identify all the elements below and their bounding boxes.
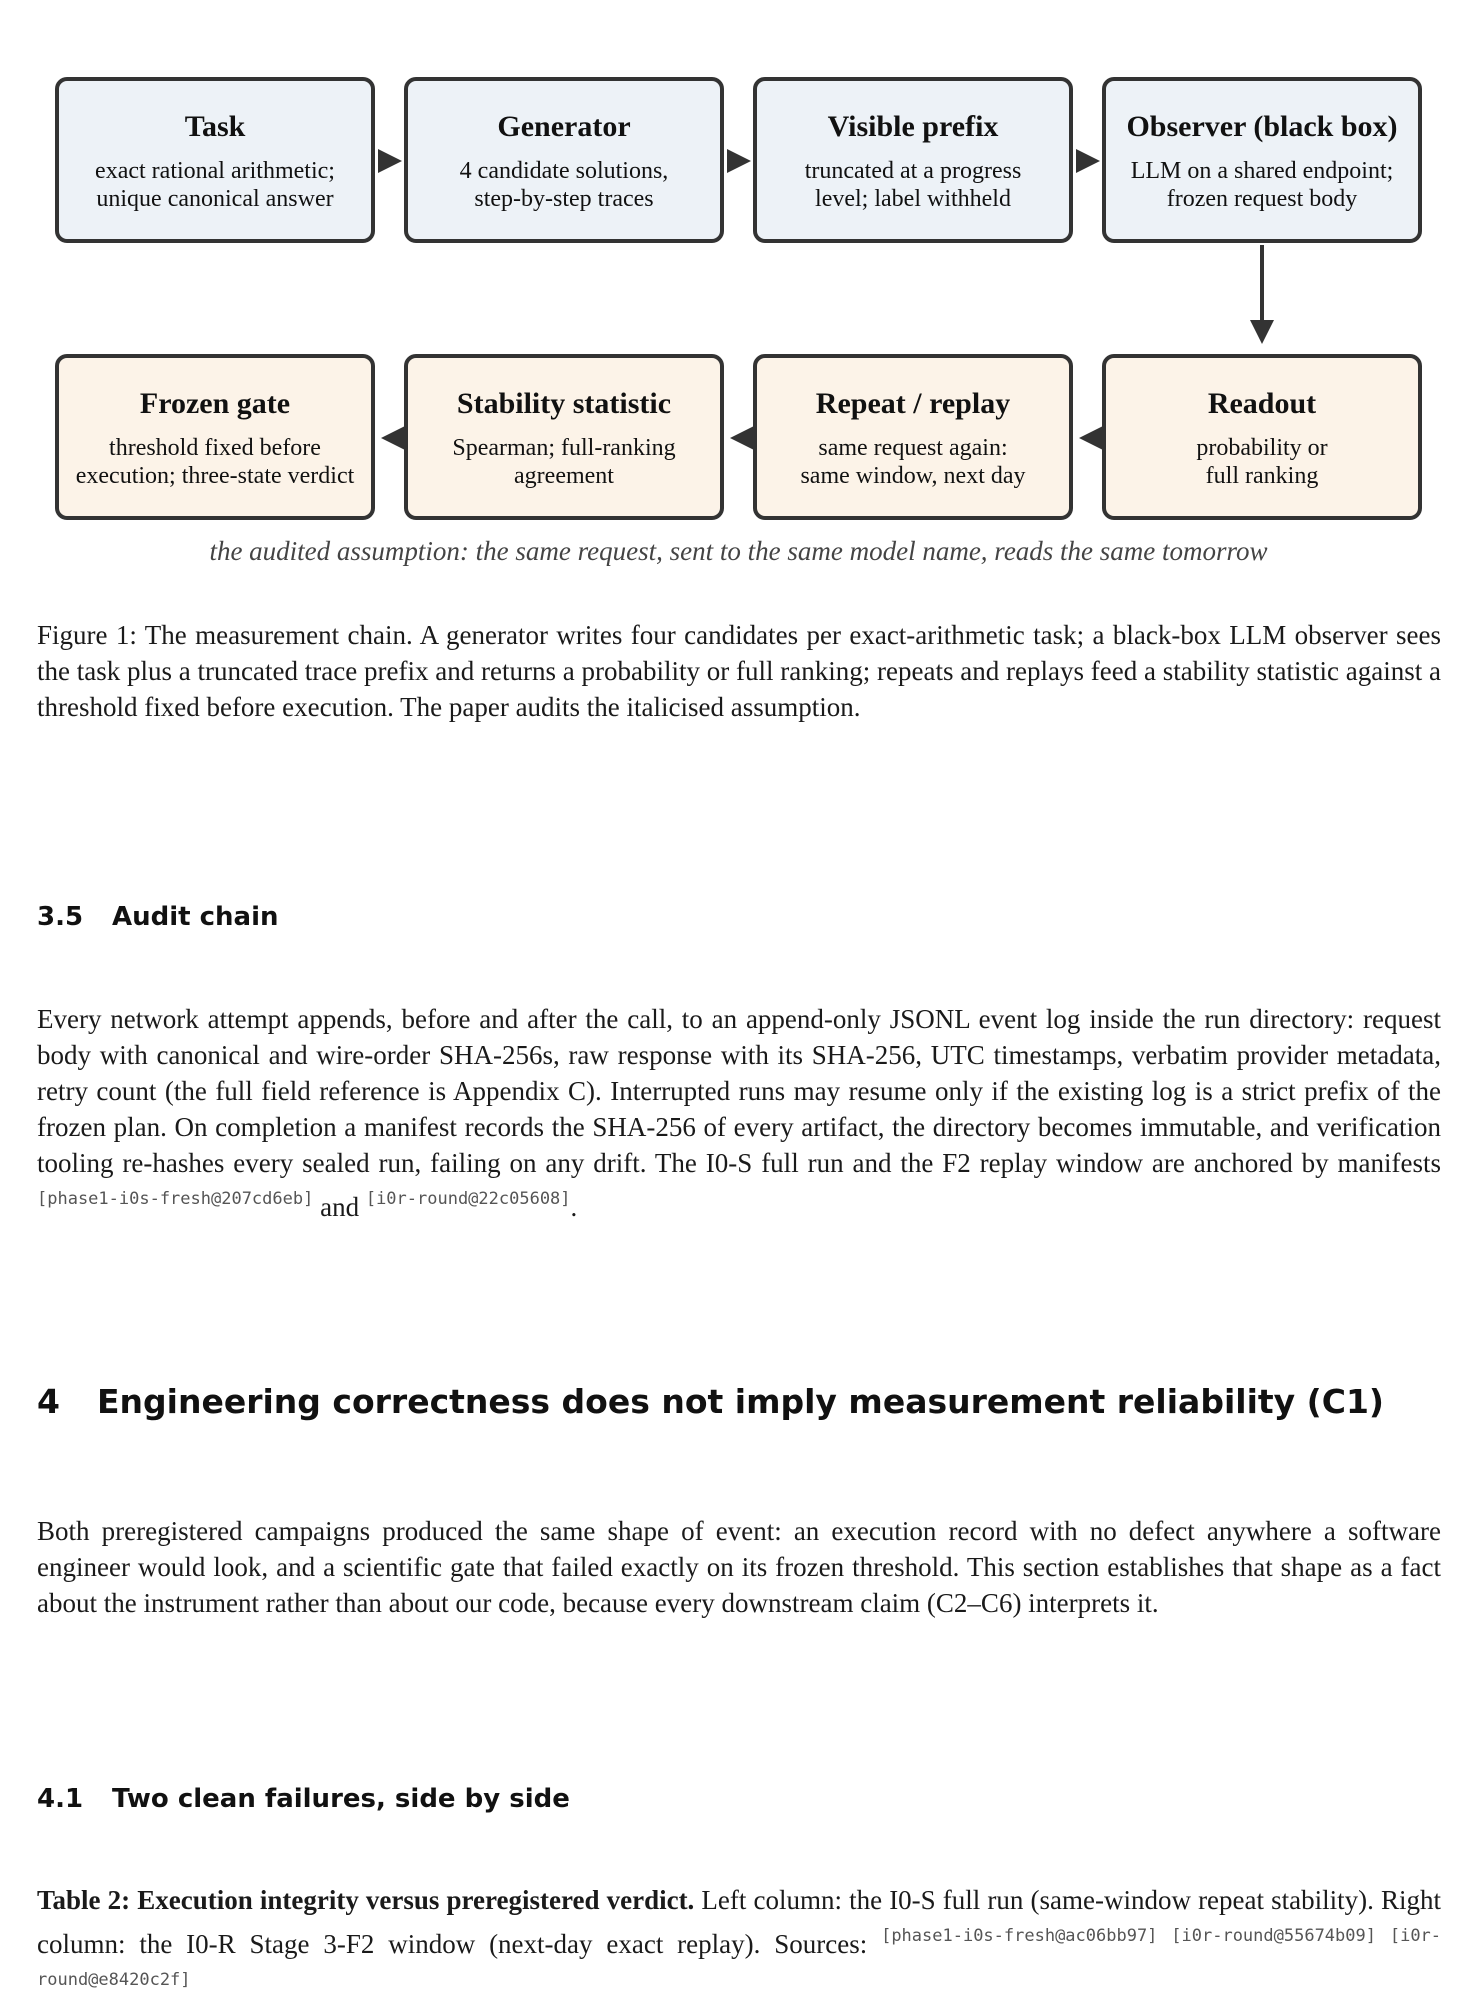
box-line: unique canonical answer bbox=[96, 186, 334, 212]
section-title: Two clean failures, side by side bbox=[112, 1784, 570, 1814]
box-line: truncated at a progress bbox=[804, 158, 1022, 184]
section-number: 4 bbox=[37, 1382, 60, 1421]
citation-ref[interactable]: [phase1-i0s-fresh@ac06bb97] bbox=[881, 1926, 1158, 1946]
box-line: exact rational arithmetic; bbox=[95, 158, 335, 184]
box-line: threshold fixed before bbox=[109, 435, 321, 461]
box-line: 4 candidate solutions, bbox=[459, 158, 669, 184]
section-number: 4.1 bbox=[37, 1784, 84, 1814]
box-line: probability or bbox=[1196, 435, 1328, 461]
table-caption-text: Left column: the I0-S full run (same-window repeat stability). Right column: the I0-R Stage 3-F2 window (next-day exact replay). Sources: bbox=[37, 1885, 1441, 1959]
audited-assumption: the audited assumption: the same request, sent to the same model name, reads the same tomorrow bbox=[209, 536, 1268, 566]
box-line: Spearman; full-ranking bbox=[452, 435, 676, 461]
box-line: same request again: bbox=[818, 435, 1008, 461]
section-heading-4 bbox=[37, 1382, 1384, 1421]
box-line: LLM on a shared endpoint; bbox=[1130, 158, 1394, 184]
section-title: Engineering correctness does not imply measurement reliability (C1) bbox=[97, 1382, 1384, 1421]
box-line: level; label withheld bbox=[815, 186, 1011, 212]
table-caption bbox=[37, 1882, 1441, 2006]
section-title: Audit chain bbox=[112, 902, 279, 932]
citation-ref[interactable]: [i0r-round@22c05608] bbox=[365, 1189, 571, 1209]
box-title: Visible prefix bbox=[827, 110, 999, 143]
box-title: Observer (black box) bbox=[1126, 110, 1398, 143]
section-heading-3-5 bbox=[37, 902, 279, 932]
citation-ref[interactable]: [phase1-i0s-fresh@207cd6eb] bbox=[37, 1189, 314, 1209]
box-line: agreement bbox=[514, 463, 614, 489]
paragraph-text: Every network attempt appends, before and after the call, to an append-only JSONL event log inside the run directory: request body with canonical and wire-order SHA-256s, raw response with its SHA-256, UTC timestamps, verbatim provider metadata, retry count (the full field reference is Appendix C). Interrupted runs may resume only if the existing log is a strict prefix of the frozen plan. On completion a manifest records the SHA-256 of every artifact, the directory becomes immutable, and verification tooling re-hashes every sealed run, failing on any drift. The I0-S full run and the F2 replay window are anchored by manifests bbox=[37, 1004, 1441, 1178]
box-title: Repeat / replay bbox=[815, 387, 1011, 420]
figure-caption: Figure 1: The measurement chain. A generator writes four candidates per exact-arithmetic task; a black-box LLM observer sees the task plus a truncated trace prefix and returns a probability or full ranking; repeats and replays feed a stability statistic against a threshold fixed before execution. The paper audits the italicised assumption. bbox=[37, 620, 1441, 722]
connector-word: and bbox=[320, 1192, 360, 1222]
sentence-end: . bbox=[570, 1192, 578, 1222]
table-label: Table 2: Execution integrity versus preregistered verdict. bbox=[37, 1885, 695, 1915]
box-line: execution; three-state verdict bbox=[75, 463, 355, 489]
box-title: Frozen gate bbox=[139, 387, 291, 420]
box-line: step-by-step traces bbox=[474, 186, 654, 212]
flow-arrows bbox=[0, 0, 1477, 540]
box-title: Readout bbox=[1207, 387, 1317, 420]
section-number: 3.5 bbox=[37, 902, 84, 932]
box-title: Task bbox=[184, 110, 246, 143]
citation-ref[interactable]: [i0r-round@55674b09] bbox=[1171, 1926, 1376, 1946]
section-4-paragraph: Both preregistered campaigns produced the same shape of event: an execution record with no defect anywhere a software engineer would look, and a scientific gate that failed exactly on its frozen threshold. This section establishes that shape as a fact about the instrument rather than about our code, because every downstream claim (C2–C6) interprets it. bbox=[37, 1516, 1441, 1618]
citation-ref[interactable]: [i0r-round@e8420c2f] bbox=[37, 1926, 1442, 1990]
box-title: Stability statistic bbox=[456, 387, 672, 420]
box-line: full ranking bbox=[1205, 463, 1319, 489]
section-heading-4-1 bbox=[37, 1784, 570, 1814]
box-title: Generator bbox=[497, 110, 631, 143]
audit-chain-paragraph bbox=[37, 1001, 1441, 1225]
box-line: frozen request body bbox=[1166, 186, 1358, 212]
box-line: same window, next day bbox=[800, 463, 1026, 489]
